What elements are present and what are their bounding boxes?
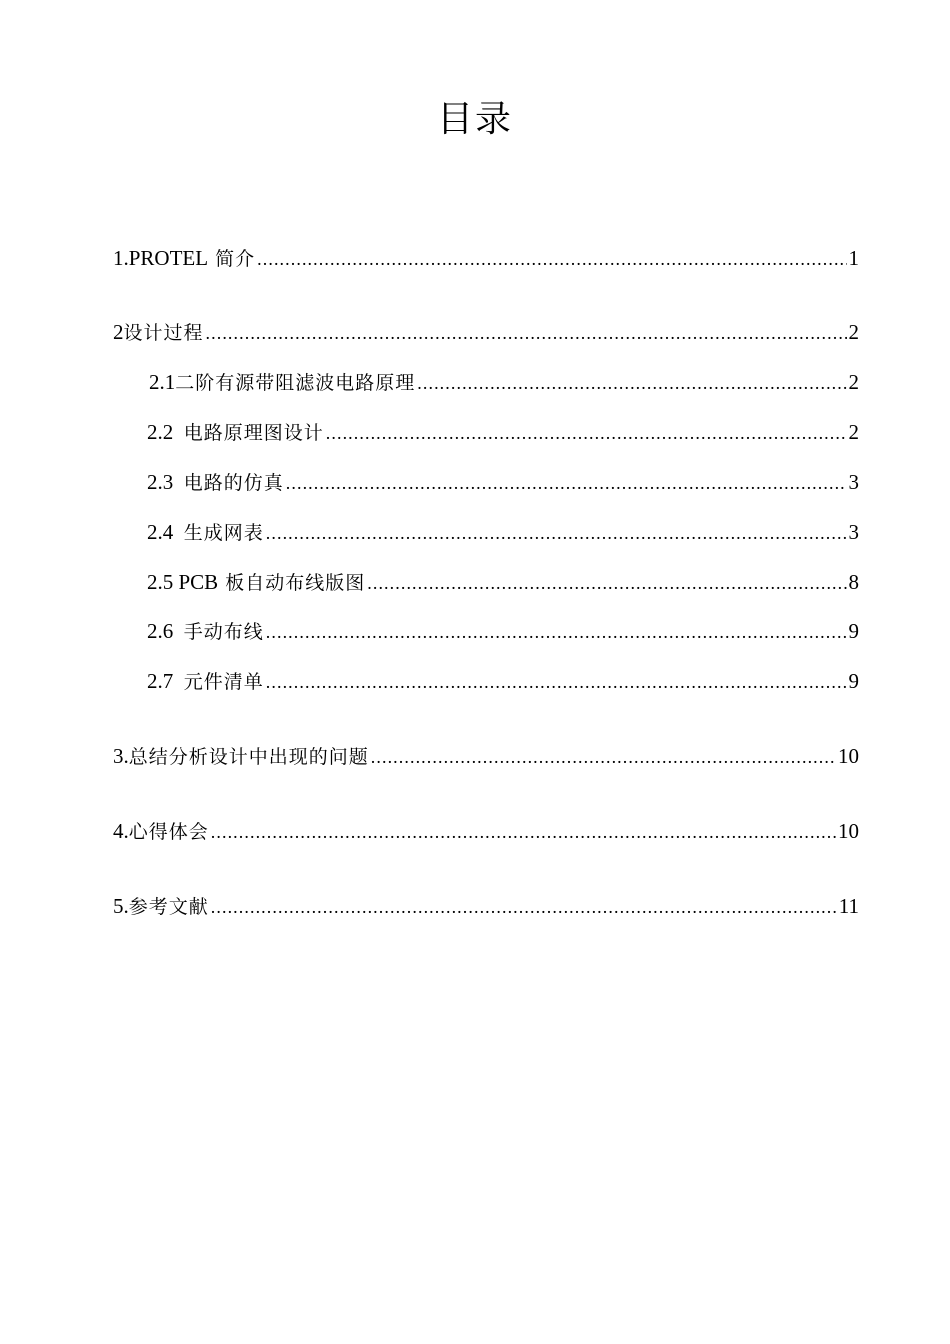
toc-leader-dots [286,468,847,498]
toc-label-latin: PROTEL [128,246,209,270]
toc-label [184,616,264,647]
toc-page-number: 10 [838,744,859,768]
toc-label [129,816,209,847]
toc-label-text: 电路的仿真 [183,472,284,494]
toc-number: 2.2 [147,420,184,444]
toc-label [129,243,255,274]
toc-label [184,467,284,498]
toc-entry-2-1[interactable] [149,367,859,397]
toc-label-latin: PCB [178,570,219,594]
toc-label-text: 二阶有源带阻滤波电路原理 [175,372,416,394]
toc-page-number: 2 [848,420,859,444]
toc-leader-dots [417,368,846,398]
toc-leader-dots [211,817,836,847]
toc-page-number: 3 [848,470,859,494]
toc-leader-dots [266,518,847,548]
toc-label-text: 参考文献 [128,896,209,918]
toc-page-number: 3 [848,520,859,544]
toc-entry-4[interactable] [113,816,859,846]
toc-entry-2-3[interactable] [147,467,859,497]
toc-page-number: 11 [838,894,859,918]
toc-label [175,367,415,398]
toc-leader-dots [371,742,836,772]
toc-number: 4. [113,819,129,843]
page-title: 目录 [436,99,513,140]
toc-label-text: 手动布线 [183,621,264,643]
toc-label-text: 电路原理图设计 [183,422,324,444]
toc-label [179,567,366,598]
toc-entry-3[interactable] [113,741,859,771]
toc-number: 2.3 [147,470,184,494]
toc-label-text: 板自动布线版图 [218,572,366,594]
toc-label [129,741,369,772]
toc-number: 2.4 [147,520,184,544]
toc-page-number: 10 [838,819,859,843]
toc-page-number: 2 [848,370,859,394]
toc-leader-dots [266,617,847,647]
toc-label [124,317,204,348]
toc-page-number: 8 [848,570,859,594]
toc-label [184,517,264,548]
toc-number: 5. [113,894,129,918]
toc-label-text: 心得体会 [128,821,209,843]
toc-label-text: 生成网表 [183,522,264,544]
toc-label [129,891,209,922]
toc-entry-5[interactable] [113,891,859,921]
toc-number: 2.1 [149,370,176,394]
toc-number: 3. [113,744,129,768]
toc-number: 2.5 [147,570,179,594]
toc-number: 1. [113,246,129,270]
toc-page-number: 2 [848,320,859,344]
toc-label-text: 总结分析设计中出现的问题 [128,746,369,768]
toc-entry-2-6[interactable] [147,616,859,646]
toc-page-number: 9 [848,669,859,693]
toc-entry-2-5[interactable] [147,567,859,597]
toc-leader-dots [266,667,847,697]
toc-label-text: 简介 [208,248,256,270]
toc-page-number: 1 [848,246,859,270]
toc-leader-dots [367,568,846,598]
toc-entry-2[interactable] [113,317,859,347]
toc-entry-1[interactable] [113,243,859,273]
toc-label-text: 元件清单 [183,671,264,693]
toc-entry-2-4[interactable] [147,517,859,547]
toc-entry-2-2[interactable] [147,417,859,447]
toc-label [184,417,324,448]
toc-number: 2 [113,320,124,344]
toc-number: 2.7 [147,669,184,693]
toc-leader-dots [326,418,847,448]
toc-leader-dots [206,318,847,348]
toc-page-number: 9 [848,619,859,643]
toc-leader-dots [257,244,846,274]
toc-entry-2-7[interactable] [147,666,859,696]
toc-leader-dots [211,892,837,922]
toc-label [184,666,264,697]
toc-label-text: 设计过程 [123,322,204,344]
toc-number: 2.6 [147,619,184,643]
